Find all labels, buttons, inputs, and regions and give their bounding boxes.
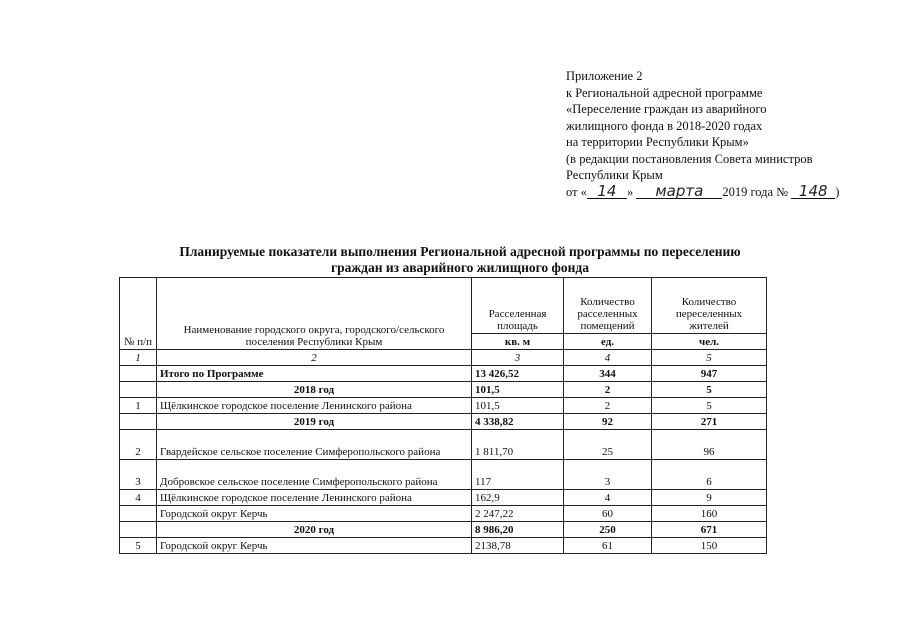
row-area: 4 338,82 (472, 414, 564, 430)
row-num (120, 366, 157, 382)
col-number: 2 (157, 350, 472, 366)
row-rooms: 3 (564, 460, 652, 490)
handwritten-month: марта (636, 184, 722, 199)
title-line-1: Планируемые показатели выполнения Региональной адресной программы по переселению (179, 244, 741, 259)
table-row (120, 398, 767, 414)
document-title (120, 244, 800, 276)
row-rooms: 25 (564, 430, 652, 460)
table-row (120, 430, 767, 460)
row-residents: 160 (652, 506, 767, 522)
row-num (120, 506, 157, 522)
header-rooms: Количество расселенных помещений (564, 278, 652, 334)
appendix-line: Приложение 2 (566, 69, 643, 83)
col-number: 5 (652, 350, 767, 366)
unit-residents: чел. (652, 334, 767, 350)
row-name: Городской округ Керчь (157, 506, 472, 522)
row-residents: 96 (652, 430, 767, 460)
row-area: 117 (472, 460, 564, 490)
total-row (120, 366, 767, 382)
row-num: 3 (120, 460, 157, 490)
column-numbers-row (120, 350, 767, 366)
year-row (120, 522, 767, 538)
date-prefix: от « (566, 184, 587, 199)
row-area: 1 811,70 (472, 430, 564, 460)
date-mid: » (626, 184, 634, 199)
row-residents: 5 (652, 398, 767, 414)
row-name: Щёлкинское городское поселение Ленинского района (157, 490, 472, 506)
row-num (120, 414, 157, 430)
col-number: 1 (120, 350, 157, 366)
row-name: Щёлкинское городское поселение Ленинского района (157, 398, 472, 414)
header-row (120, 278, 767, 334)
row-rooms: 61 (564, 538, 652, 554)
indicators-table (119, 277, 767, 554)
table-row (120, 538, 767, 554)
appendix-line: на территории Республики Крым» (566, 135, 749, 149)
resolution-date-line (566, 181, 840, 201)
row-rooms: 2 (564, 382, 652, 398)
row-area: 2 247,22 (472, 506, 564, 522)
header-residents: Количество переселенных жителей (652, 278, 767, 334)
header-area: Расселенная площадь (472, 278, 564, 334)
handwritten-day: 14 (587, 184, 627, 199)
row-name: Добровское сельское поселение Симферопольского района (157, 460, 472, 490)
row-name: Итого по Программе (157, 366, 472, 382)
row-rooms: 2 (564, 398, 652, 414)
row-rooms: 250 (564, 522, 652, 538)
table-row (120, 490, 767, 506)
year-row (120, 382, 767, 398)
unit-rooms: ед. (564, 334, 652, 350)
row-name: Гвардейское сельское поселение Симферопольского района (157, 430, 472, 460)
row-residents: 9 (652, 490, 767, 506)
header-name: Наименование городского округа, городского/сельского поселения Республики Крым (157, 278, 472, 350)
row-num (120, 522, 157, 538)
year-text: 2019 года № (722, 184, 789, 199)
table-body (120, 366, 767, 554)
date-suffix: ) (835, 184, 840, 199)
row-num (120, 382, 157, 398)
row-area: 101,5 (472, 398, 564, 414)
unit-area: кв. м (472, 334, 564, 350)
row-residents: 947 (652, 366, 767, 382)
row-num: 2 (120, 430, 157, 460)
row-num: 4 (120, 490, 157, 506)
row-rooms: 92 (564, 414, 652, 430)
col-number: 4 (564, 350, 652, 366)
row-num: 5 (120, 538, 157, 554)
year-row (120, 414, 767, 430)
row-rooms: 344 (564, 366, 652, 382)
appendix-line: Республики Крым (566, 168, 663, 182)
row-area: 13 426,52 (472, 366, 564, 382)
table-row (120, 506, 767, 522)
title-line-2: граждан из аварийного жилищного фонда (330, 260, 589, 275)
row-name: 2018 год (157, 382, 472, 398)
appendix-line: «Переселение граждан из аварийного (566, 102, 767, 116)
row-area: 8 986,20 (472, 522, 564, 538)
table-row (120, 460, 767, 490)
row-name: 2020 год (157, 522, 472, 538)
appendix-block (566, 68, 839, 200)
header-num: № п/п (120, 278, 157, 350)
row-rooms: 60 (564, 506, 652, 522)
row-residents: 271 (652, 414, 767, 430)
row-rooms: 4 (564, 490, 652, 506)
col-number: 3 (472, 350, 564, 366)
row-num: 1 (120, 398, 157, 414)
row-area: 2138,78 (472, 538, 564, 554)
row-area: 162,9 (472, 490, 564, 506)
appendix-line: к Региональной адресной программе (566, 85, 763, 100)
row-area: 101,5 (472, 382, 564, 398)
row-name: Городской округ Керчь (157, 538, 472, 554)
handwritten-number: 148 (791, 184, 835, 199)
row-name: 2019 год (157, 414, 472, 430)
appendix-line: (в редакции постановления Совета министров (566, 151, 813, 166)
row-residents: 6 (652, 460, 767, 490)
row-residents: 150 (652, 538, 767, 554)
row-residents: 671 (652, 522, 767, 538)
row-residents: 5 (652, 382, 767, 398)
appendix-line: жилищного фонда в 2018-2020 годах (566, 118, 763, 133)
